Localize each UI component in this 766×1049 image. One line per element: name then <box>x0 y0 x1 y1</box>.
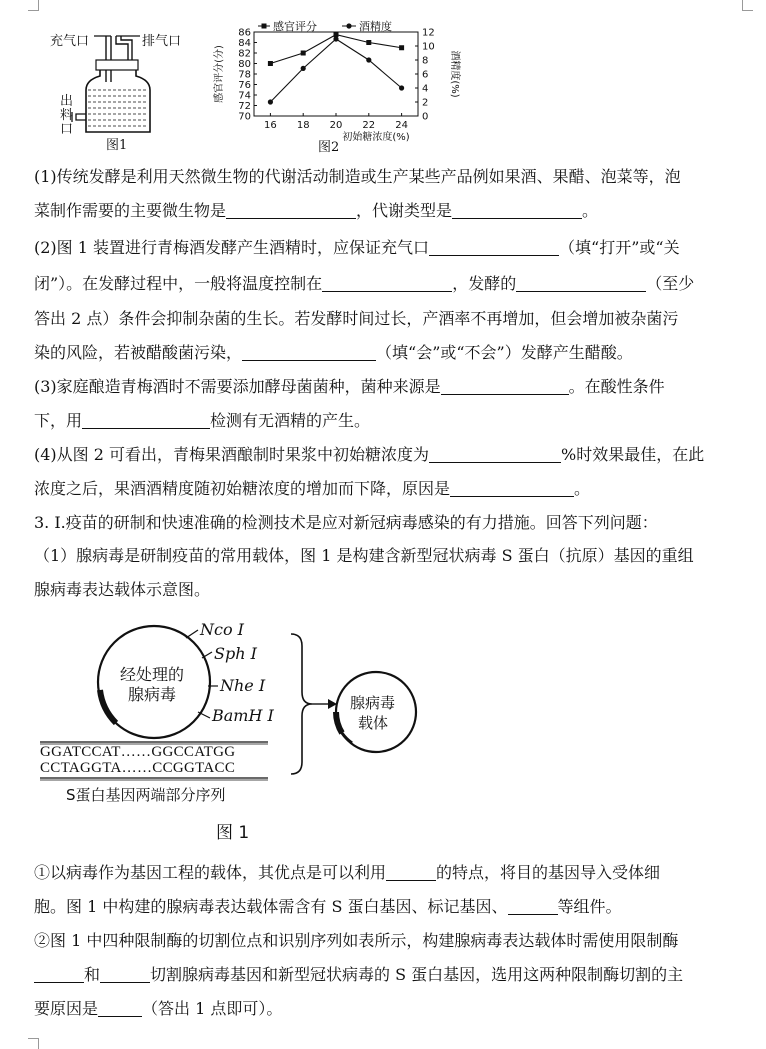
q6-blank-enzyme-1[interactable] <box>34 966 84 983</box>
q2-l1-pre: (2)图 1 装置进行青梅酒发酵产生酒精时，应保证充气口 <box>34 238 430 257</box>
series-1-point <box>399 45 404 50</box>
series-2-point <box>399 85 404 90</box>
figure-3-vector <box>36 612 436 848</box>
figure-1-fermenter <box>48 24 198 152</box>
q1-text-pre: 菜制作需要的主要微生物是 <box>34 201 227 220</box>
q3-blank-source[interactable] <box>441 378 569 395</box>
series-1-point <box>334 32 339 37</box>
outlet-label: 排气口 <box>142 34 182 49</box>
q2-line-4 <box>34 340 633 363</box>
y-right-tick-label: 6 <box>422 69 429 81</box>
figure-1-caption: 图1 <box>106 138 128 153</box>
x-tick-label: 18 <box>296 120 310 131</box>
q2-blank-inlet[interactable] <box>429 239 559 256</box>
y-left-tick-label: 70 <box>238 111 251 123</box>
q4-blank-concentration[interactable] <box>429 446 561 463</box>
q2-blank-conditions[interactable] <box>516 275 646 292</box>
q4-blank-reason[interactable] <box>450 480 574 497</box>
q1-blank-metabolism[interactable] <box>452 202 582 219</box>
x-tick-label: 20 <box>329 120 343 131</box>
series-line-2 <box>270 39 401 102</box>
y-right-tick-label: 4 <box>422 83 429 95</box>
q2-l4-pre: 染的风险，若被醋酸菌污染， <box>34 343 243 362</box>
q6-blank-feature[interactable] <box>386 864 436 881</box>
q2-l4-post: （填“会”或“不会”）发酵产生醋酸。 <box>376 343 633 362</box>
corner-mark-top-left <box>28 0 39 11</box>
figure-2-chart <box>206 16 476 156</box>
y-left-tick-label: 80 <box>238 59 251 70</box>
q6-blank-component[interactable] <box>508 898 558 915</box>
series-1-point <box>366 40 371 45</box>
q5-line-1: （1）腺病毒是研制疫苗的常用载体，图 1 是构建含新型冠状病毒 S 蛋白（抗原）基因的重组 <box>34 546 694 565</box>
discharge-label-2: 料 <box>60 108 74 123</box>
q1-blank-microbe[interactable] <box>226 202 356 219</box>
q4-l2-post: 。 <box>574 479 591 498</box>
series-2-point <box>268 99 273 104</box>
q1-text-mid: ，代谢类型是 <box>356 201 453 220</box>
sugar-concentration-chart <box>206 16 476 156</box>
figure-2-caption: 图2 <box>318 140 340 155</box>
q4-line-1 <box>34 442 704 465</box>
q2-l2-post: （至少 <box>646 274 695 293</box>
q6-line-3: ②图 1 中四种限制酶的切割位点和识别序列如表所示，构建腺病毒表达载体时需使用限制酶 <box>34 931 679 950</box>
q3-blank-reagent[interactable] <box>82 412 210 429</box>
q3-l2-post: 检测有无酒精的产生。 <box>210 411 371 430</box>
q3-l1-post: 。在酸性条件 <box>568 377 665 396</box>
y-left-tick-label: 78 <box>238 69 251 81</box>
legend-label-2: 酒精度 <box>359 20 392 33</box>
q6-line-2 <box>34 894 622 917</box>
enzyme-sph1: Sph Ⅰ <box>214 644 257 663</box>
vector-label-line-2: 载体 <box>358 714 389 732</box>
q1-text-end: 。 <box>582 201 599 220</box>
sequence-top-strand: GGATCCAT……GGCCATGG <box>40 744 236 760</box>
legend-marker-2 <box>346 23 351 28</box>
y-left-tick-label: 86 <box>238 27 251 39</box>
y-left-tick-label: 74 <box>238 90 251 102</box>
q4-l2-pre: 浓度之后，果酒酒精度随初始糖浓度的增加而下降，原因是 <box>34 479 451 498</box>
q6-l1-pre: ①以病毒作为基因工程的载体，其优点是可以利用 <box>34 863 387 882</box>
q6-l4-mid: 和 <box>84 965 101 984</box>
y-right-tick-label: 10 <box>422 41 435 53</box>
plot-frame <box>254 32 418 116</box>
q2-line-1 <box>34 235 680 258</box>
q5-heading: 3. Ⅰ.疫苗的研制和快速准确的检测技术是应对新冠病毒感染的有力措施。回答下列问题： <box>34 513 658 532</box>
q3-l2-pre: 下，用 <box>34 411 83 430</box>
y-left-axis-label: 感官评分(分) <box>214 45 225 103</box>
series-2-point <box>301 66 306 71</box>
enzyme-nco1: Nco Ⅰ <box>200 620 244 639</box>
y-left-tick-label: 82 <box>238 48 251 60</box>
legend-marker-1 <box>262 24 267 29</box>
q6-l5-post: （答出 1 点即可）。 <box>142 999 283 1018</box>
circle-label-line-2: 腺病毒 <box>128 685 177 704</box>
q3-line-1 <box>34 374 665 397</box>
q2-line-3: 答出 2 点）条件会抑制杂菌的生长。若发酵时间过长，产酒率不再增加，但会增加被杂菌污 <box>34 309 679 328</box>
inlet-label: 充气口 <box>50 34 90 49</box>
y-right-tick-label: 2 <box>422 97 429 109</box>
x-tick-label: 24 <box>395 120 408 131</box>
q2-l1-post: （填“打开”或“关 <box>559 238 680 257</box>
y-right-axis-label: 酒精度(%) <box>449 50 460 98</box>
legend-label-1: 感官评分 <box>273 20 317 33</box>
q6-l2-pre: 胞。图 1 中构建的腺病毒表达载体需含有 S 蛋白基因、标记基因、 <box>34 897 508 916</box>
y-right-tick-label: 8 <box>422 55 429 67</box>
q3-line-2 <box>34 408 370 431</box>
enzyme-nhe1: Nhe Ⅰ <box>220 676 266 695</box>
q2-blank-acetic[interactable] <box>242 344 376 361</box>
corner-mark-top-right <box>742 0 753 11</box>
q3-l1-pre: (3)家庭酿造青梅酒时不需要添加酵母菌菌种，菌种来源是 <box>34 377 441 396</box>
y-right-tick-label: 12 <box>422 27 435 39</box>
q6-l1-post: 的特点，将目的基因导入受体细 <box>436 863 661 882</box>
corner-mark-bottom-left <box>28 1038 39 1049</box>
q6-blank-enzyme-2[interactable] <box>100 966 150 983</box>
q4-l1-pre: (4)从图 2 可看出，青梅果酒酿制时果浆中初始糖浓度为 <box>34 445 430 464</box>
x-tick-label: 22 <box>362 120 376 131</box>
q6-l4-post: 切割腺病毒基因和新型冠状病毒的 S 蛋白基因，选用这两种限制酶切割的主 <box>150 965 684 984</box>
q6-l5-pre: 要原因是 <box>34 999 99 1018</box>
series-1-point <box>268 61 273 66</box>
q2-line-2 <box>34 271 694 294</box>
q1-line-1: (1)传统发酵是利用天然微生物的代谢活动制造或生产某些产品例如果酒、果醋、泡菜等，泡 <box>34 167 681 186</box>
x-axis-label: 初始糖浓度(%) <box>342 132 410 143</box>
q2-l2-pre: 闭”）。在发酵过程中，一般将温度控制在 <box>34 274 323 293</box>
discharge-label-3: 口 <box>60 122 74 137</box>
q1-line-2 <box>34 198 598 221</box>
figure-3-caption: 图 1 <box>216 823 250 843</box>
q6-line-4 <box>34 962 683 985</box>
series-2-point <box>366 57 371 62</box>
series-2-point <box>333 36 338 41</box>
sequence-bottom-strand: CCTAGGTA……CCGGTACC <box>40 760 236 776</box>
y-left-tick-label: 72 <box>238 101 251 112</box>
sequence-caption: S蛋白基因两端部分序列 <box>66 786 226 804</box>
enzyme-bamh1: BamH Ⅰ <box>212 706 274 725</box>
series-1-point <box>301 51 306 56</box>
y-left-tick-label: 84 <box>238 38 251 49</box>
q6-blank-reason[interactable] <box>98 1000 142 1017</box>
q5-line-2: 腺病毒表达载体示意图。 <box>34 580 211 599</box>
discharge-label-1: 出 <box>60 94 74 109</box>
q4-line-2 <box>34 476 590 499</box>
x-tick-label: 16 <box>264 120 277 131</box>
q6-l2-post: 等组件。 <box>557 897 622 916</box>
q4-l1-post: %时效果最佳，在此 <box>561 445 705 464</box>
y-left-tick-label: 76 <box>238 80 251 91</box>
circle-label-line-1: 经处理的 <box>120 665 185 684</box>
q6-line-5 <box>34 996 282 1019</box>
y-right-tick-label: 0 <box>422 111 429 123</box>
q2-blank-temperature[interactable] <box>322 275 452 292</box>
q6-line-1 <box>34 860 660 883</box>
vector-label-line-1: 腺病毒 <box>350 694 396 712</box>
q2-l2-mid: ，发酵的 <box>452 274 517 293</box>
